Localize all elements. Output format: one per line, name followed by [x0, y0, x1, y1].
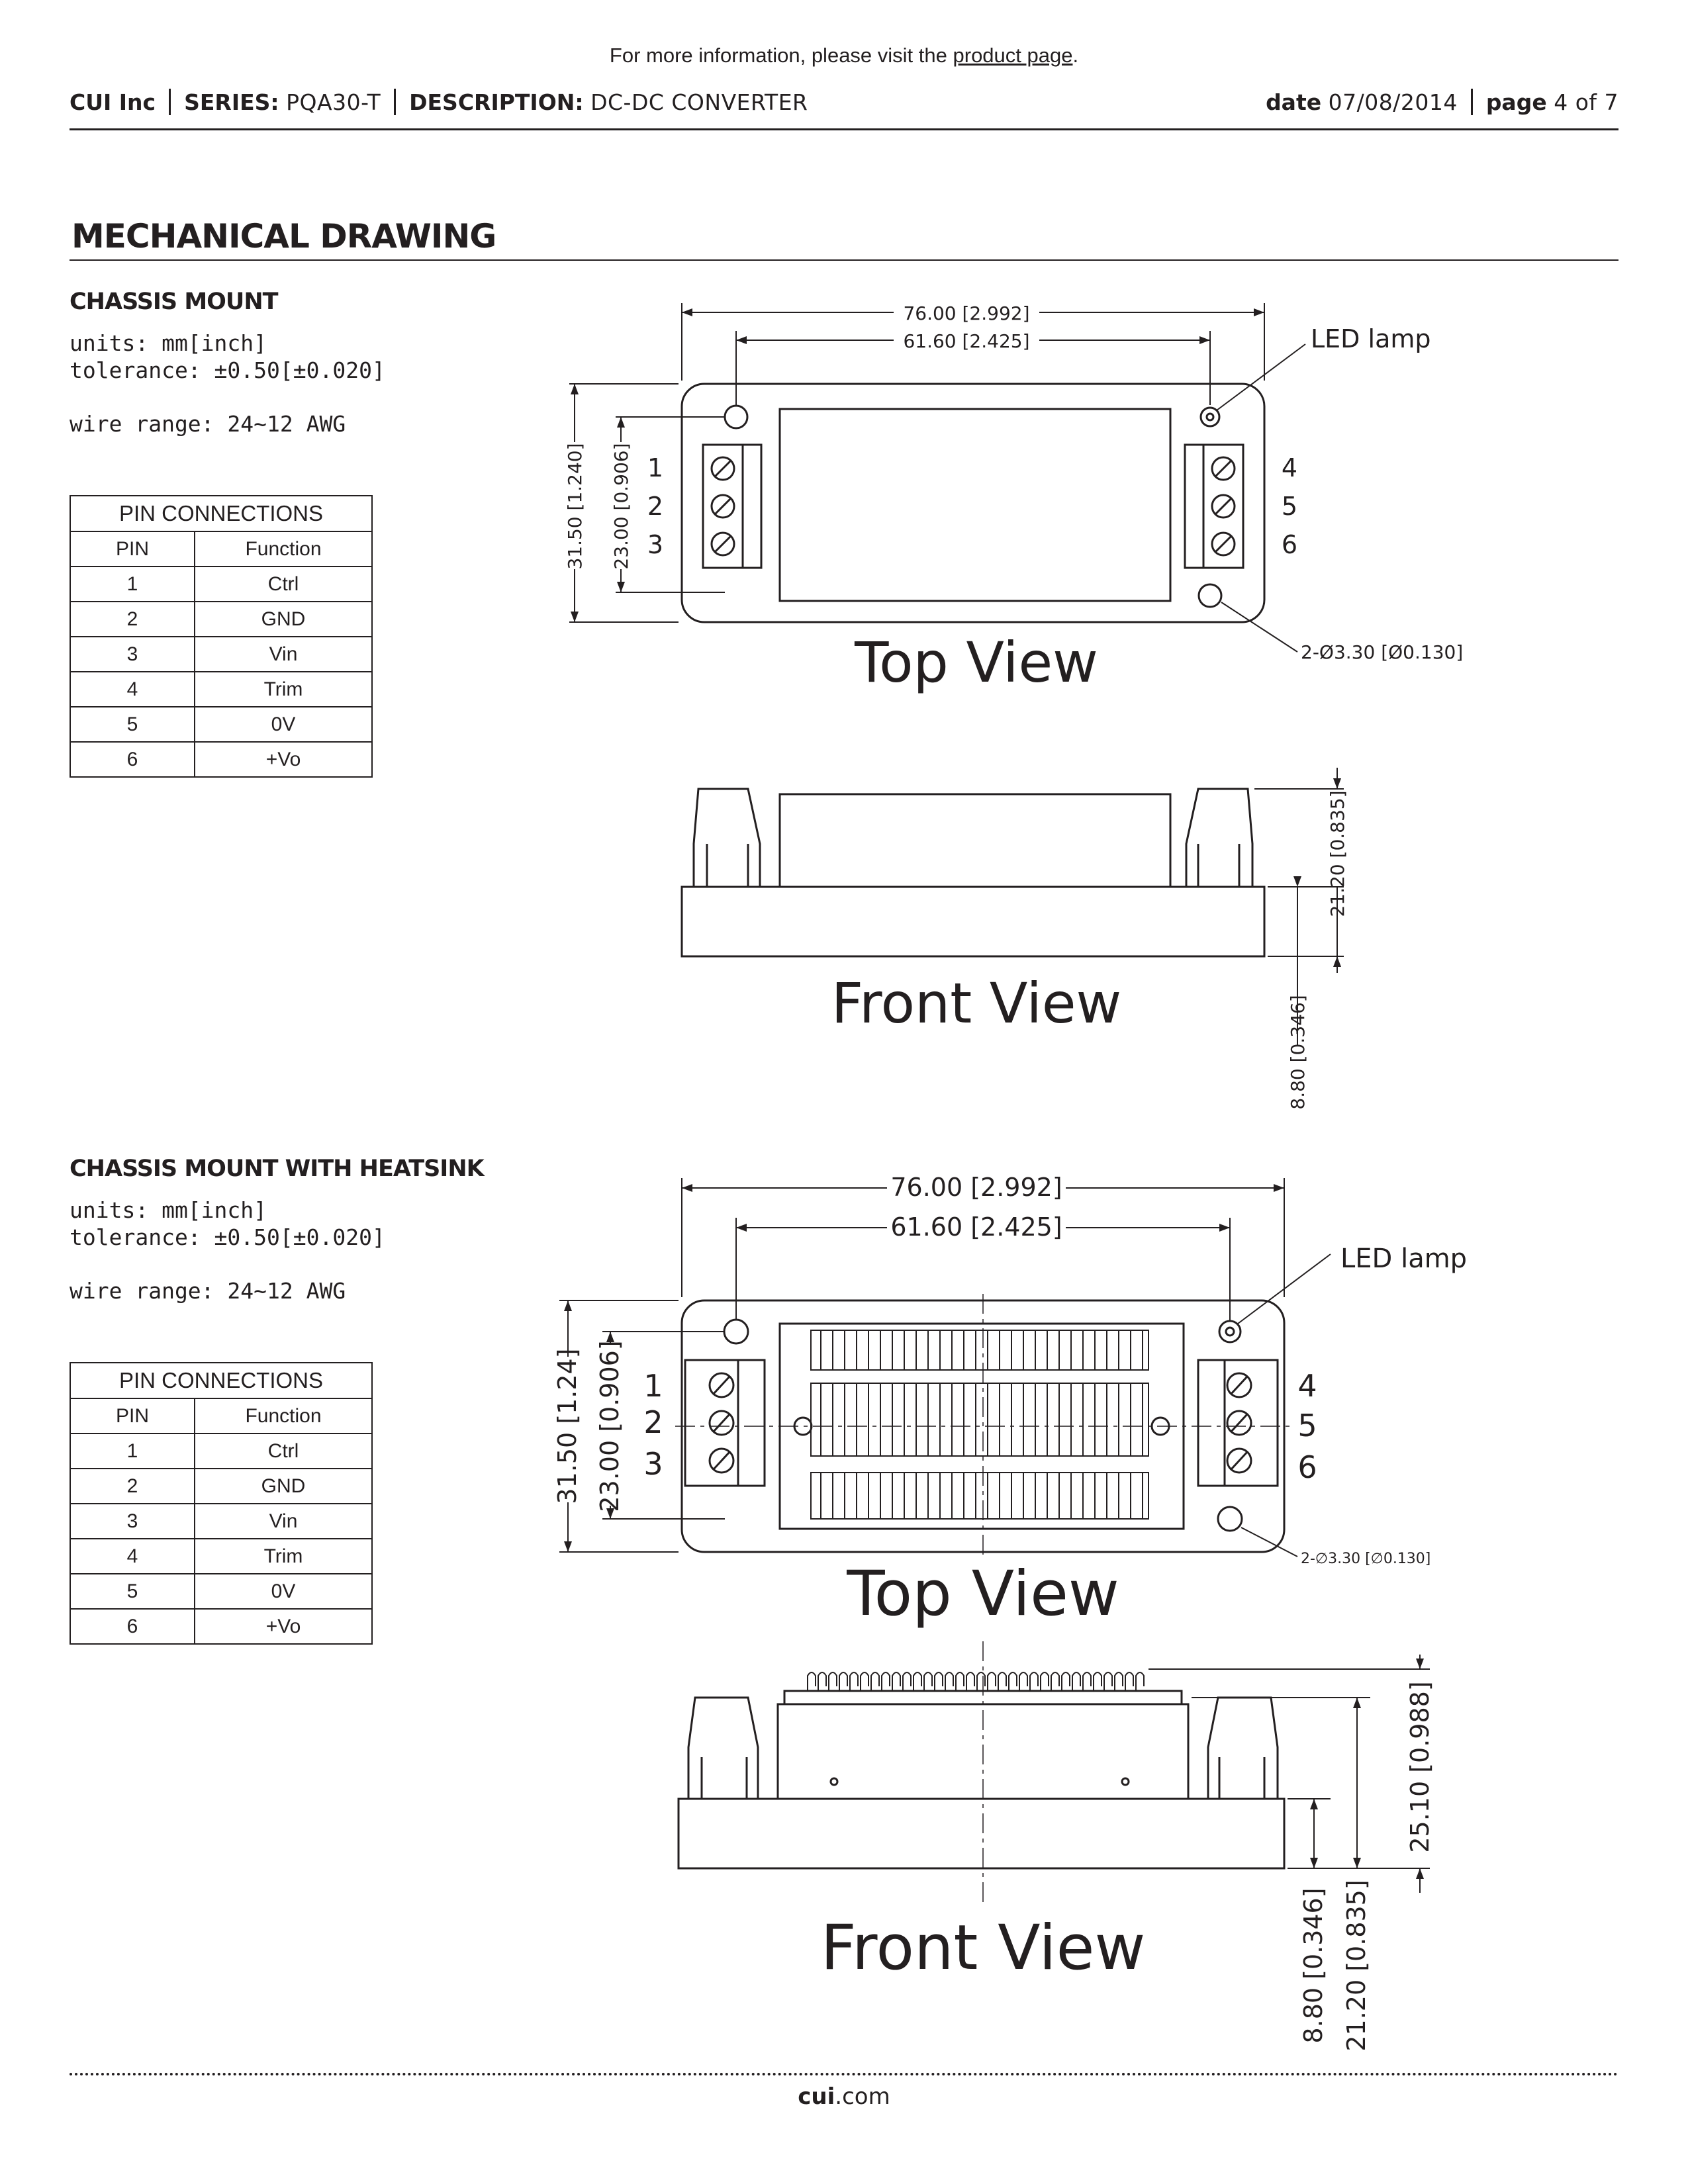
front-terminal-left	[694, 789, 760, 887]
pin-label: 1	[643, 1368, 663, 1404]
pin-label: 6	[1281, 530, 1298, 559]
heatsink-mount-title: CHASSIS MOUNT WITH HEATSINK	[70, 1156, 484, 1182]
company-name: CUI Inc	[70, 89, 156, 115]
function-cell: 0V	[195, 1574, 372, 1609]
dim-height-label: 21.20 [0.835]	[1327, 790, 1348, 917]
series-value: PQA30-T	[286, 89, 381, 115]
function-cell: Vin	[195, 637, 372, 672]
front-base	[682, 887, 1264, 956]
dim-length-label: 76.00 [2.992]	[890, 1173, 1062, 1202]
pin-cell: 5	[70, 707, 195, 742]
pin-cell: 1	[70, 1433, 195, 1469]
mounting-hole	[1218, 1507, 1242, 1531]
pin-label: 3	[643, 1446, 663, 1482]
led-lamp	[1201, 408, 1219, 426]
description-label: DESCRIPTION:	[409, 89, 584, 115]
pin-label: 1	[647, 453, 664, 482]
case-mark	[1122, 1778, 1129, 1785]
note-prefix: For more information, please visit the	[609, 44, 953, 67]
function-cell: +Vo	[195, 1609, 372, 1644]
product-page-link[interactable]: product page	[953, 44, 1073, 67]
tolerance-text: tolerance: ±0.50[±0.020]	[70, 1224, 385, 1250]
led-lamp	[1219, 1321, 1241, 1342]
pin-label: 4	[1297, 1368, 1317, 1404]
led-lamp-label: LED lamp	[1340, 1244, 1468, 1274]
pin-cell: 6	[70, 1609, 195, 1644]
footer-website[interactable]	[0, 2083, 1688, 2110]
pin-cell: 3	[70, 637, 195, 672]
pin-cell: 6	[70, 742, 195, 777]
footer-domain: .com	[835, 2083, 890, 2110]
front-base	[679, 1799, 1284, 1868]
mounting-hole	[725, 406, 747, 428]
case-mark	[831, 1778, 837, 1785]
dim-base-label: 8.80 [0.346]	[1287, 995, 1309, 1110]
function-cell: Vin	[195, 1504, 372, 1539]
units-text: units: mm[inch]	[70, 1197, 267, 1223]
dim-hole-spacing-label: 61.60 [2.425]	[890, 1212, 1062, 1242]
pin-cell: 2	[70, 602, 195, 637]
table-title: PIN CONNECTIONS	[70, 496, 372, 531]
table-title: PIN CONNECTIONS	[70, 1363, 372, 1398]
top-view-label: Top View	[847, 1558, 1119, 1630]
front-terminal-right	[1186, 789, 1252, 887]
mounting-hole	[1199, 584, 1221, 607]
dim-hole-spacing-label: 61.60 [2.425]	[903, 330, 1030, 352]
led-lamp-center	[1226, 1328, 1234, 1336]
series-label: SERIES:	[184, 89, 279, 115]
hole-label: 2-Ø3.30 [Ø0.130]	[1301, 641, 1464, 663]
dim-terminal-label: 23.00 [0.906]	[595, 1340, 624, 1512]
heatsink-mount-drawing	[0, 1138, 1688, 2065]
wire-range-text: wire range: 24~12 AWG	[70, 1278, 346, 1304]
top-view-label: Top View	[855, 630, 1098, 695]
dim-height-label: 21.20 [0.835]	[1342, 1880, 1371, 2052]
description-value: DC-DC CONVERTER	[590, 89, 808, 115]
pin-cell: 5	[70, 1574, 195, 1609]
chassis-mount-title: CHASSIS MOUNT	[70, 289, 278, 315]
footer-brand: cui	[798, 2083, 835, 2110]
pin-label: 2	[643, 1404, 663, 1440]
led-lamp-label: LED lamp	[1311, 324, 1431, 353]
pin-cell: 4	[70, 1539, 195, 1574]
module-body-outline	[682, 384, 1264, 622]
page-title: MECHANICAL DRAWING	[71, 217, 496, 255]
terminal-block-left	[685, 1360, 765, 1486]
units-text: units: mm[inch]	[70, 330, 267, 356]
pin-cell: 4	[70, 672, 195, 707]
column-header-function: Function	[195, 1398, 372, 1433]
tolerance-text: tolerance: ±0.50[±0.020]	[70, 357, 385, 383]
function-cell: Ctrl	[195, 567, 372, 602]
led-lamp-center	[1207, 414, 1213, 420]
heatsink-fins-front	[808, 1672, 1144, 1691]
pin-label: 6	[1297, 1449, 1317, 1485]
front-case	[780, 794, 1170, 887]
pin-cell: 2	[70, 1469, 195, 1504]
label-window	[780, 409, 1170, 601]
dim-length-label: 76.00 [2.992]	[903, 302, 1030, 324]
dim-base-label: 8.80 [0.346]	[1299, 1888, 1328, 2044]
wire-range-text: wire range: 24~12 AWG	[70, 411, 346, 437]
column-header-pin: PIN	[70, 531, 195, 567]
front-view-label: Front View	[831, 971, 1122, 1036]
page-value: 4 of 7	[1554, 89, 1618, 115]
function-cell: Trim	[195, 1539, 372, 1574]
hole-label: 2-∅3.30 [∅0.130]	[1301, 1551, 1431, 1567]
front-view-label: Front View	[820, 1912, 1146, 1984]
function-cell: Ctrl	[195, 1433, 372, 1469]
pin-cell: 1	[70, 567, 195, 602]
function-cell: Trim	[195, 672, 372, 707]
date-value: 07/08/2014	[1328, 89, 1458, 115]
pin-label: 5	[1297, 1408, 1317, 1443]
pin-label: 5	[1281, 492, 1298, 521]
function-cell: +Vo	[195, 742, 372, 777]
dim-width-label: 31.50 [1.24]	[553, 1348, 582, 1504]
page-label: page	[1485, 89, 1547, 115]
pin-label: 2	[647, 492, 664, 521]
footer-rule	[70, 2073, 1618, 2075]
function-cell: GND	[195, 602, 372, 637]
heatsink-fins	[811, 1330, 1149, 1519]
pin-cell: 3	[70, 1504, 195, 1539]
pin-label: 3	[647, 530, 664, 559]
column-header-function: Function	[195, 531, 372, 567]
pin-label: 4	[1281, 453, 1298, 482]
column-header-pin: PIN	[70, 1398, 195, 1433]
dim-total-height-label: 25.10 [0.988]	[1405, 1681, 1434, 1853]
function-cell: GND	[195, 1469, 372, 1504]
mounting-hole	[724, 1320, 748, 1343]
function-cell: 0V	[195, 707, 372, 742]
date-label: date	[1266, 89, 1322, 115]
note-suffix: .	[1072, 44, 1079, 67]
dim-width-label: 31.50 [1.240]	[564, 443, 586, 570]
dim-terminal-label: 23.00 [0.906]	[610, 443, 632, 570]
